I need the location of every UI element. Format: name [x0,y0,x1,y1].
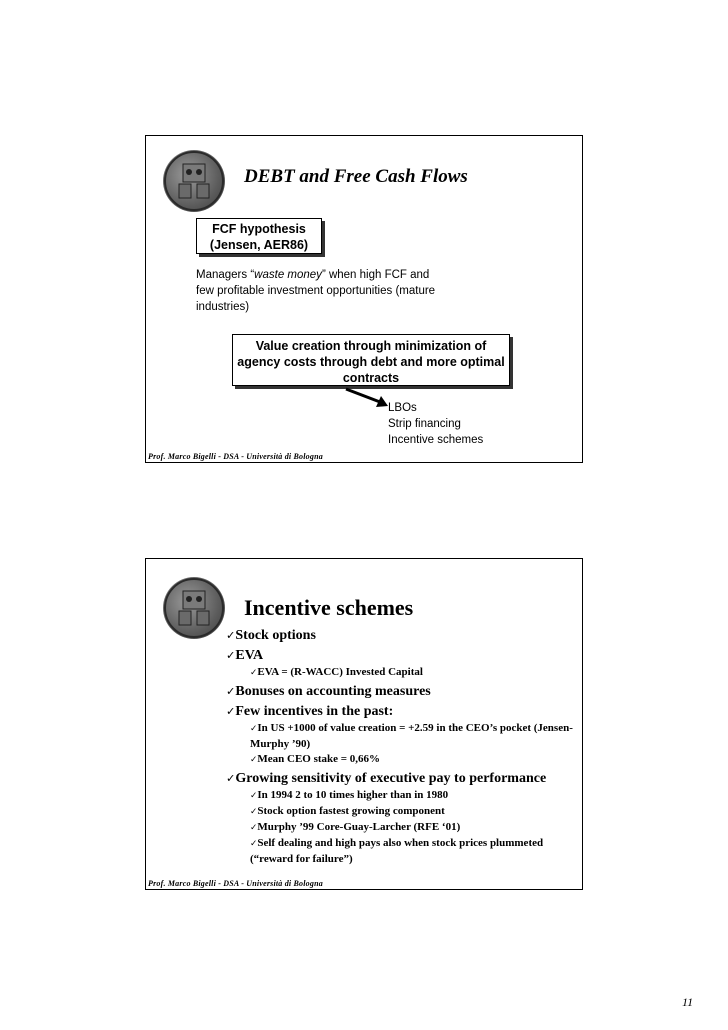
outcome-item: Incentive schemes [388,434,484,446]
list-item-text: Self dealing and high pays also when stock prices plummeted (“reward for failure”) [250,837,544,865]
outcomes-list [388,400,483,448]
slide-debt-fcf [145,135,583,463]
list-item [226,721,582,752]
checkmark-icon: ✓ [250,807,258,817]
list-item-text: Growing sensitivity of executive pay to performance [235,771,547,786]
checkmark-icon: ✓ [226,649,236,662]
list-item [226,647,582,665]
slide-footer: Prof. Marco Bigelli - DSA - Università di Bologna [148,879,323,888]
list-item [226,683,582,701]
fcf-hypothesis-box [196,218,322,254]
list-item [226,804,582,820]
list-item [226,703,582,721]
incentive-list [226,627,582,867]
list-item [226,820,582,836]
list-item-text: Murphy ’99 Core-Guay-Larcher (RFE ‘01) [257,821,461,833]
list-item [226,665,582,681]
list-item-text: Bonuses on accounting measures [235,684,431,699]
managers-post: ” when high FCF and few profitable investment opportunities (mature industries) [196,269,436,313]
arrow-icon [344,386,394,410]
page-number: 11 [682,995,694,1009]
outcome-item: Strip financing [388,418,461,430]
checkmark-icon: ✓ [226,772,236,785]
list-item-text: In US +1000 of value creation = +2.59 in the CEO’s pocket (Jensen-Murphy ’90) [250,722,573,750]
university-seal-icon [163,577,225,639]
managers-italic: waste money [254,269,322,281]
university-seal-icon [163,150,225,212]
list-item-text: EVA [235,648,264,663]
checkmark-icon: ✓ [250,668,258,678]
list-item-text: In 1994 2 to 10 times higher than in 1980 [257,789,449,801]
checkmark-icon: ✓ [226,685,236,698]
list-item-text: Stock options [235,628,316,643]
list-item [226,770,582,788]
checkmark-icon: ✓ [250,839,258,849]
list-item [226,752,582,768]
checkmark-icon: ✓ [250,823,258,833]
checkmark-icon: ✓ [250,755,258,765]
checkmark-icon: ✓ [226,705,236,718]
list-item-text: Mean CEO stake = 0,66% [257,753,381,765]
list-item-text: Stock option fastest growing component [257,805,445,817]
list-item [226,836,582,867]
fcf-box-line2: (Jensen, AER86) [209,238,309,252]
list-item [226,627,582,645]
managers-text [196,267,436,315]
outcome-item: LBOs [388,402,417,414]
checkmark-icon: ✓ [250,724,258,734]
slide-footer: Prof. Marco Bigelli - DSA - Università di Bologna [148,452,323,461]
slide-incentive-schemes [145,558,583,890]
slide-title: Incentive schemes [244,595,414,620]
managers-pre: Managers “ [196,269,255,281]
checkmark-icon: ✓ [226,629,236,642]
fcf-box-line1: FCF hypothesis [212,222,306,236]
slide-title: DEBT and Free Cash Flows [244,166,468,187]
list-item-text: EVA = (R-WACC) Invested Capital [257,666,423,678]
list-item [226,788,582,804]
checkmark-icon: ✓ [250,791,258,801]
value-creation-box: Value creation through minimization of agency costs through debt and more optimal contracts [232,334,510,386]
list-item-text: Few incentives in the past: [235,704,394,719]
